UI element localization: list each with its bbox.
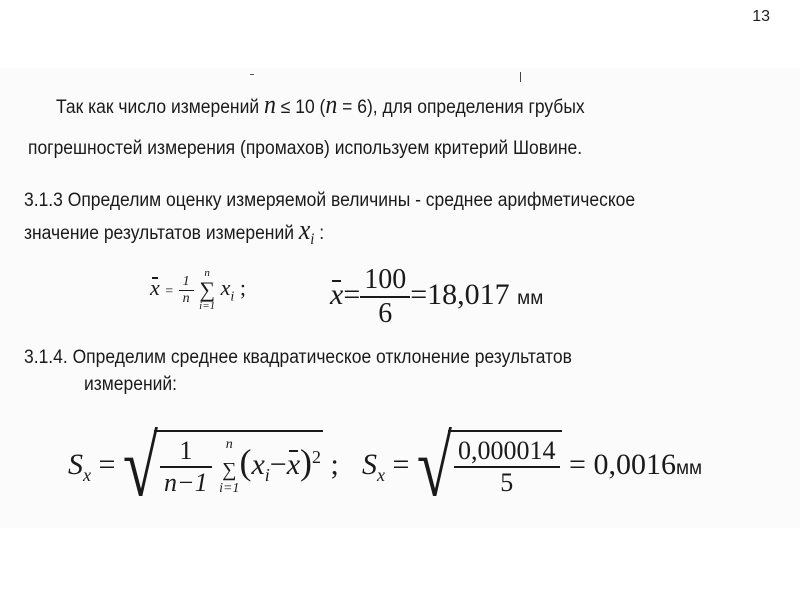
section-313-heading: 3.1.3 Определим оценку измеряемой величины - среднее арифметическое — [24, 190, 636, 211]
semicolon: ; — [330, 447, 339, 481]
var-n: n — [263, 90, 276, 119]
numerator: 1 — [160, 436, 212, 468]
sub-x: x — [83, 464, 91, 485]
fraction-1-over-n — [179, 274, 194, 307]
sqrt: √ $\frac{1}{n-1}$ n ∑ i=1 $(x_i-x)^2$ — [122, 418, 322, 515]
formula-mean-value — [330, 264, 543, 330]
section-313-line2 — [24, 215, 325, 253]
var-n: n — [325, 90, 338, 119]
denominator: 6 — [378, 298, 393, 329]
sum-symbol: ∑ — [199, 277, 215, 302]
unit-mm: мм — [517, 287, 544, 309]
equals: = — [392, 447, 410, 481]
text: : — [314, 223, 325, 244]
s-symbol: S — [362, 447, 377, 481]
formula-sd-value — [362, 418, 703, 515]
fraction-value — [454, 436, 560, 498]
result-value: =18,017 — [410, 277, 510, 311]
x-bar: x — [330, 277, 344, 311]
denominator: n — [182, 290, 190, 306]
paren-close: ) — [300, 441, 313, 482]
x-i: x — [251, 447, 265, 481]
s-symbol: S — [68, 447, 83, 481]
paragraph-criterion-line1 — [56, 92, 585, 121]
text: = 6), для определения грубых — [337, 97, 585, 118]
formula-sd — [68, 418, 339, 515]
sum-operator — [199, 268, 215, 312]
numerator: 0,000014 — [454, 436, 560, 468]
unit-mm: мм — [675, 457, 703, 479]
section-314-heading: 3.1.4. Определим среднее квадратическое отклонение результатов — [24, 347, 572, 368]
equals: = — [165, 284, 174, 300]
sub-i: i — [310, 230, 315, 248]
sub-x: x — [377, 464, 385, 485]
fraction-100-over-6 — [360, 264, 410, 330]
formula-mean — [150, 268, 246, 312]
sqrt: √ $\frac{0,000014}{5}$ — [417, 430, 562, 504]
sum-operator — [219, 438, 239, 496]
x-bar: x — [286, 447, 301, 481]
x-bar: x — [150, 275, 160, 301]
sum-lower: i=1 — [199, 300, 216, 312]
text: Так как число измерений — [56, 97, 264, 118]
result-value: = 0,0016 — [569, 447, 676, 481]
numerator: 100 — [360, 264, 410, 298]
semicolon: ; — [239, 275, 246, 301]
section-314-line2: измерений: — [84, 374, 178, 395]
sum-upper: n — [225, 437, 233, 452]
var-x: x — [298, 215, 311, 246]
x-term: x — [220, 275, 231, 301]
fraction-1-over-n-1 — [160, 436, 212, 498]
equals: = — [98, 447, 116, 481]
numerator: 1 — [179, 274, 194, 291]
sum-symbol: ∑ — [222, 459, 237, 481]
sum-lower: i=1 — [219, 481, 240, 496]
paragraph-criterion-line2: погрешностей измерения (промахов) используем критерий Шовине. — [28, 138, 583, 159]
denominator: 5 — [500, 468, 514, 497]
equals: = — [343, 277, 361, 311]
paren-open: ( — [239, 441, 252, 482]
sub-i: i — [230, 289, 235, 305]
sub-i: i — [264, 464, 270, 485]
minus: − — [269, 447, 287, 481]
text: ≤ 10 ( — [275, 97, 326, 118]
sum-upper: n — [204, 267, 210, 279]
denominator: n−1 — [164, 468, 208, 497]
exponent-2: 2 — [312, 446, 322, 467]
page-number: 13 — [752, 8, 770, 25]
text: значение результатов измерений — [24, 223, 299, 244]
